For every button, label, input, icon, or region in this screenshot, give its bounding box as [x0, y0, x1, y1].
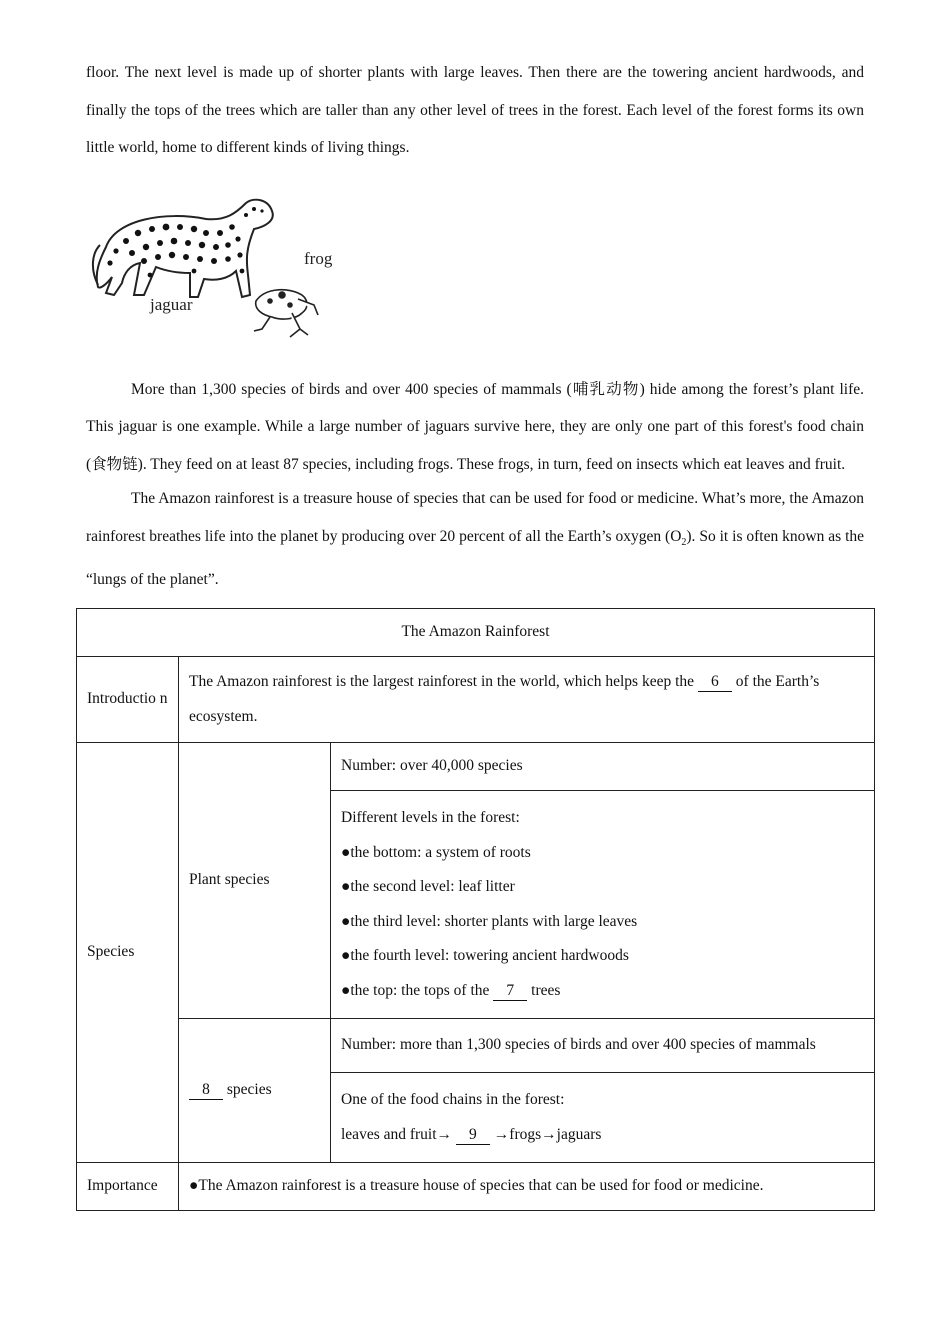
animal-species-label [179, 1019, 331, 1163]
species-label: Species [77, 743, 179, 1163]
jaguar-label: jaguar [150, 294, 193, 314]
chain-text-a: leaves and fruit→ [341, 1125, 456, 1143]
blank-9: 9 [456, 1126, 490, 1145]
animal-illustration [86, 167, 864, 357]
level-fourth: ●the fourth level: towering ancient hardwoods [341, 947, 629, 964]
level-second: ●the second level: leaf litter [341, 878, 515, 895]
table-title: The Amazon Rainforest [77, 609, 875, 657]
frog-drawing [254, 289, 318, 336]
chain-line [341, 1118, 864, 1153]
passage [86, 54, 864, 599]
food-chain-cell [331, 1073, 875, 1163]
intro-text-b: of the Earth’s ecosystem. [189, 673, 820, 725]
introduction-label: Introductio n [77, 657, 179, 743]
blank-7: 7 [493, 982, 527, 1001]
chain-heading: One of the food chains in the forest: [341, 1091, 565, 1108]
paragraph-mammals: More than 1,300 species of birds and over 400 species of mammals (哺乳动物) hide among the forest’s plant life. This jaguar is one example. While a large number of jaguars survive here, they are only one part of this forest's food chain (食物链). They feed on at least 87 species, including frogs. These frogs, in turn, feed on insects which eat leaves and fruit. [86, 380, 864, 473]
oxygen-text-a: The Amazon rainforest is a treasure house of species that can be used for food or medicine. What’s more, the Amazon rainforest breathes life into the planet by producing over 20 percent of all the Earth’s oxygen (O [86, 490, 864, 545]
plant-number: Number: over 40,000 species [331, 743, 875, 791]
chain-text-b: →frogs→jaguars [489, 1125, 602, 1143]
animal-number: Number: more than 1,300 species of birds and over 400 species of mammals [331, 1019, 875, 1073]
plant-species-label: Plant species [179, 743, 331, 1019]
intro-text-a: The Amazon rainforest is the largest rainforest in the world, which helps keep the [189, 673, 698, 690]
oxygen-text-b: ). So it is often known as the “lungs of the planet”. [86, 527, 865, 589]
frog-label: frog [304, 248, 333, 268]
level-third: ●the third level: shorter plants with large leaves [341, 912, 638, 930]
level-top-text-b: trees [527, 981, 561, 999]
summary-table [76, 608, 875, 1211]
importance-text: ●The Amazon rainforest is a treasure house of species that can be used for food or medicine. [179, 1163, 875, 1211]
level-top-text-a: ●the top: the tops of the [341, 981, 494, 999]
blank-8: 8 [189, 1081, 223, 1100]
forest-levels-cell [331, 791, 875, 1019]
levels-heading: Different levels in the forest: [341, 809, 520, 826]
jaguar-frog-drawing [86, 189, 346, 349]
paragraph-forest-levels: floor. The next level is made up of shorter plants with large leaves. Then there are the towering ancient hardwoods, and finally the tops of the trees which are taller than any other level of trees in the forest. Each level of the forest forms its own little world, home to different kinds of living things. [86, 64, 864, 156]
blank-6: 6 [698, 673, 732, 692]
paragraph-oxygen [86, 480, 864, 599]
level-bottom: ●the bottom: a system of roots [341, 843, 531, 861]
importance-label: Importance [77, 1163, 179, 1211]
oxygen-subscript: 2 [681, 536, 687, 548]
level-top [341, 974, 864, 1009]
introduction-text [179, 657, 875, 743]
animal-species-text: species [223, 1081, 272, 1099]
